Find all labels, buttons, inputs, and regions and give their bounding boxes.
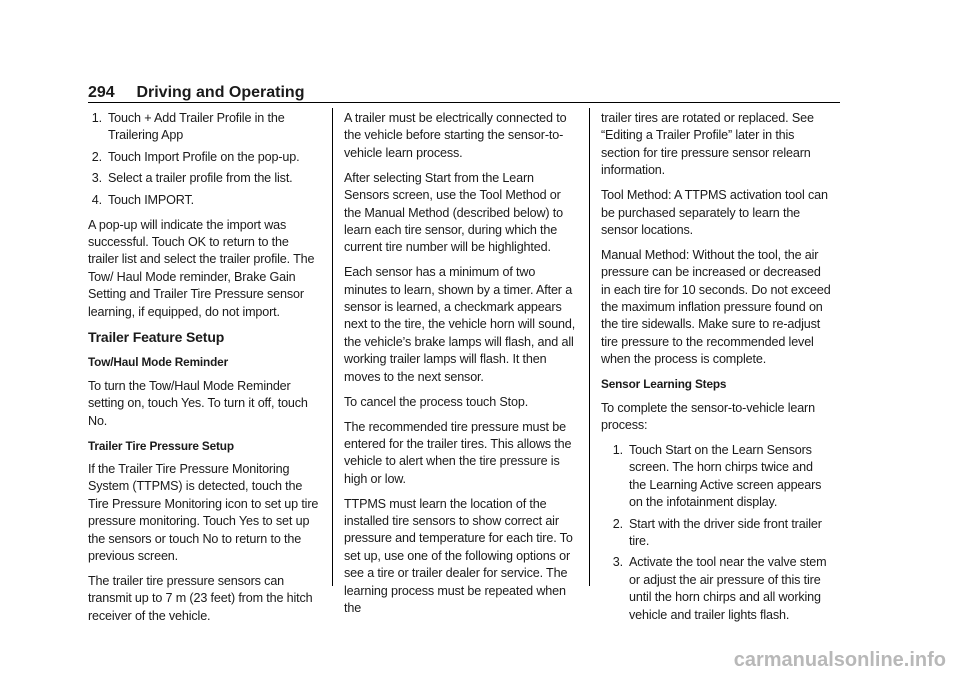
paragraph: A trailer must be electrically connected to the vehicle before starting the sensor-to-vehicle learn process. (344, 111, 567, 160)
paragraph: trailer tires are rotated or replaced. See “Editing a Trailer Profile” later in this section for tire pressure sensor relearn information. (601, 111, 814, 178)
list-item: 2. Start with the driver side front trailer tire. (612, 516, 822, 548)
list-item: 3. Activate the tool near the valve stem or adjust the air pressure of this tire until the horn chirps and all working vehicle and trailer lights flash. (612, 555, 827, 622)
paragraph: To turn the Tow/Haul Mode Reminder setting on, touch Yes. To turn it off, touch No. (88, 378, 308, 428)
import-steps-list (88, 110, 320, 209)
paragraph: Tool Method: A TTPMS activation tool can be purchased separately to learn the sensor locations. (601, 188, 828, 237)
column-left (88, 110, 320, 633)
column-divider (332, 108, 333, 586)
column-middle (344, 110, 576, 625)
chapter-title: Driving and Operating (136, 84, 305, 101)
list-item: 1. Touch + Add Trailer Profile in the Trailering App (91, 111, 285, 143)
paragraph: Manual Method: Without the tool, the air pressure can be increased or decreased in each tire for 10 seconds. Do not exceed the maximum inflation pressure found on the tire sidewalls. Make sure to re-adjust tire pressure to the recommended level when the process is complete. (601, 247, 831, 367)
page-number: 294 (88, 84, 115, 101)
paragraph: The trailer tire pressure sensors can transmit up to 7 m (23 feet) from the hitch receiver of the vehicle. (88, 573, 313, 623)
column-right (601, 110, 833, 631)
subheading: Trailer Tire Pressure Setup (88, 438, 234, 453)
section-heading: Trailer Feature Setup (88, 328, 225, 345)
watermark: carmanualsonline.info (733, 649, 946, 671)
subheading: Sensor Learning Steps (601, 377, 727, 392)
list-item: 4. Touch IMPORT. (91, 192, 195, 207)
learning-steps-list (601, 442, 833, 624)
column-divider (589, 108, 590, 586)
paragraph: After selecting Start from the Learn Sensors screen, use the Tool Method or the Manual Method (described below) to learn each tire sensor, during which the current tire number will be highlighted. (344, 170, 564, 255)
paragraph: A pop-up will indicate the import was successful. Touch OK to return to the trailer list and select the trailer profile. The Tow/ Haul Mode reminder, Brake Gain Setting and Trailer Tire Pressure sensor learning, if equipped, do not import. (88, 217, 315, 319)
paragraph: If the Trailer Tire Pressure Monitoring System (TTPMS) is detected, touch the Tire Pressure Monitoring icon to set up tire pressure monitoring. Touch Yes to set up the sensors or touch No to return to the previous screen. (88, 461, 319, 563)
paragraph: Each sensor has a minimum of two minutes to learn, shown by a timer. After a sensor is learned, a checkmark appears next to the tire, the vehicle horn will sound, the vehicle’s brake lamps will flash, and all working trailer lamps will flash. It then moves to the next sensor. (344, 265, 576, 384)
list-item: 1. Touch Start on the Learn Sensors screen. The horn chirps twice and the Learning Active screen appears on the infotainment display. (612, 442, 822, 510)
list-item: 3. Select a trailer profile from the list. (91, 171, 293, 186)
paragraph: The recommended tire pressure must be entered for the trailer tires. This allows the vehicle to alert when the tire pressure is high or low. (344, 419, 572, 486)
paragraph: To cancel the process touch Stop. (344, 394, 529, 409)
header-divider (88, 102, 840, 103)
paragraph: TTPMS must learn the location of the installed tire sensors to show correct air pressure and temperature for each tire. To set up, use one of the following options or see a tire or trailer dealer for service. The learning process must be repeated when the (344, 496, 573, 616)
paragraph: To complete the sensor-to-vehicle learn process: (601, 400, 815, 432)
list-item: 2. Touch Import Profile on the pop-up. (91, 149, 300, 164)
subheading: Tow/Haul Mode Reminder (88, 355, 229, 370)
